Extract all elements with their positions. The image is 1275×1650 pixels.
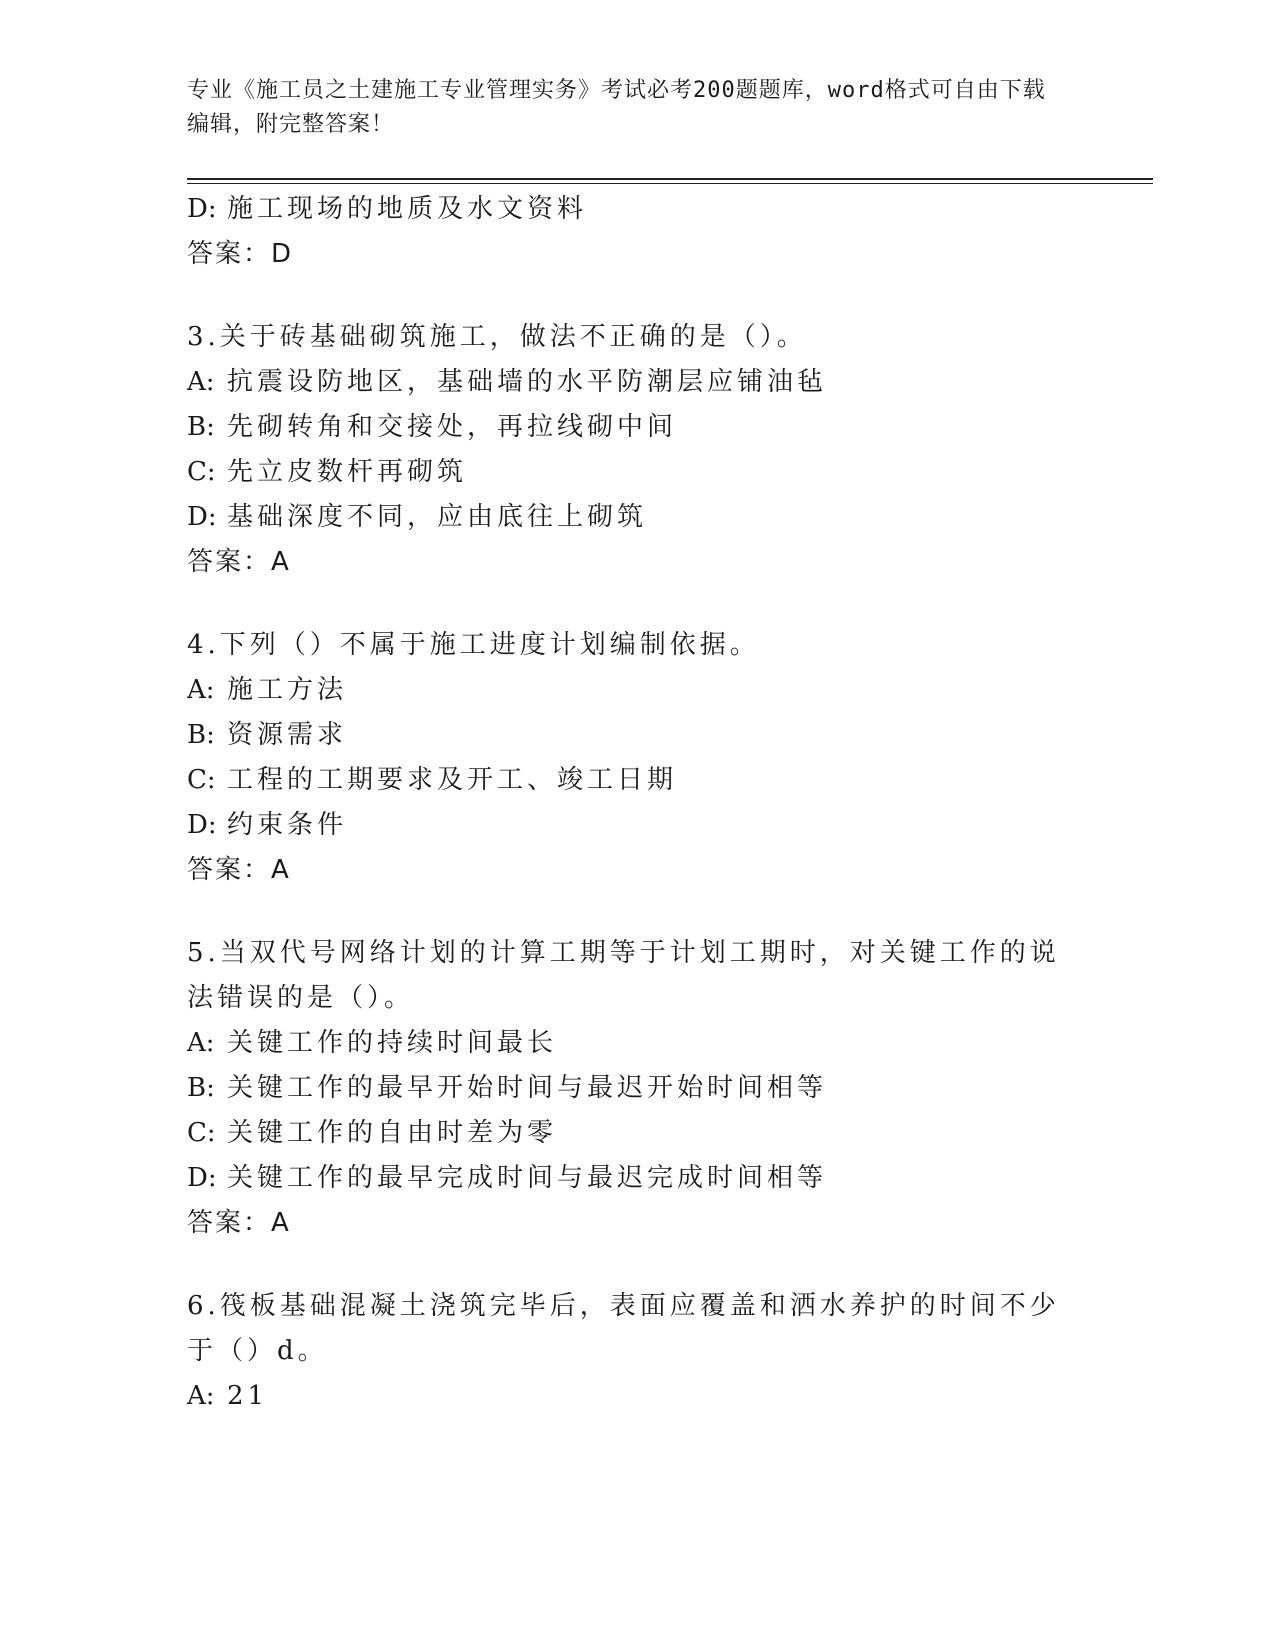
option-a xyxy=(187,1374,1087,1419)
option-text: 先砌转角和交接处，再拉线砌中间 xyxy=(227,412,678,442)
document-header xyxy=(187,74,1067,142)
question-title: 4.下列（）不属于施工进度计划编制依据。 xyxy=(187,630,760,660)
option-text: 约束条件 xyxy=(227,810,348,840)
question-title: 5.当双代号网络计划的计算工期等于计划工期时，对关键工作的说法错误的是（）。 xyxy=(187,938,1060,1013)
option-text: 关键工作的最早开始时间与最迟开始时间相等 xyxy=(227,1073,828,1103)
answer-line: 答案：A xyxy=(187,547,291,577)
option-letter: A: xyxy=(187,1381,215,1411)
option-text: 21 xyxy=(227,1381,269,1411)
option-b xyxy=(187,1066,1087,1111)
option-letter: C: xyxy=(187,765,216,795)
option-letter: D: xyxy=(187,502,217,532)
option-letter: C: xyxy=(187,1118,216,1148)
question-title: 6.筏板基础混凝土浇筑完毕后，表面应覆盖和洒水养护的时间不少于（）d。 xyxy=(187,1291,1060,1366)
option-letter: A: xyxy=(187,675,215,705)
option-c xyxy=(187,450,1087,495)
header-divider xyxy=(187,178,1153,184)
option-text: 先立皮数杆再砌筑 xyxy=(227,457,468,487)
option-text: 施工现场的地质及水文资料 xyxy=(227,194,588,224)
option-a xyxy=(187,668,1087,713)
header-text: 专业《施工员之土建施工专业管理实务》考试必考200题题库，word格式可自由下载编辑，附完整答案！ xyxy=(187,78,1046,137)
option-letter: D: xyxy=(187,1163,217,1193)
option-b xyxy=(187,405,1087,450)
option-letter: B: xyxy=(187,720,215,750)
answer-line: 答案：A xyxy=(187,855,291,885)
spacer xyxy=(187,893,1087,931)
option-c xyxy=(187,758,1087,803)
option-d xyxy=(187,803,1087,848)
option-text: 基础深度不同，应由底往上砌筑 xyxy=(227,502,648,532)
option-letter: D: xyxy=(187,810,217,840)
option-a xyxy=(187,360,1087,405)
option-text: 关键工作的持续时间最长 xyxy=(227,1028,558,1058)
question-title: 3.关于砖基础砌筑施工，做法不正确的是（）。 xyxy=(187,322,807,352)
option-text: 施工方法 xyxy=(227,675,348,705)
option-d xyxy=(187,187,1087,232)
option-text: 关键工作的自由时差为零 xyxy=(227,1118,558,1148)
option-text: 关键工作的最早完成时间与最迟完成时间相等 xyxy=(227,1163,828,1193)
option-c xyxy=(187,1111,1087,1156)
option-d xyxy=(187,1156,1087,1201)
spacer xyxy=(187,277,1087,315)
option-text: 抗震设防地区，基础墙的水平防潮层应铺油毡 xyxy=(227,367,828,397)
option-letter: A: xyxy=(187,1028,215,1058)
option-text: 工程的工期要求及开工、竣工日期 xyxy=(227,765,678,795)
answer-line: 答案：A xyxy=(187,1208,291,1238)
question-content xyxy=(187,187,1087,1419)
option-letter: B: xyxy=(187,1073,215,1103)
option-letter: D: xyxy=(187,194,217,224)
spacer xyxy=(187,1246,1087,1284)
option-letter: A: xyxy=(187,367,215,397)
option-d xyxy=(187,495,1087,540)
option-a xyxy=(187,1021,1087,1066)
option-letter: C: xyxy=(187,457,216,487)
option-b xyxy=(187,713,1087,758)
answer-line: 答案：D xyxy=(187,239,294,269)
option-letter: B: xyxy=(187,412,215,442)
spacer xyxy=(187,585,1087,623)
option-text: 资源需求 xyxy=(227,720,348,750)
